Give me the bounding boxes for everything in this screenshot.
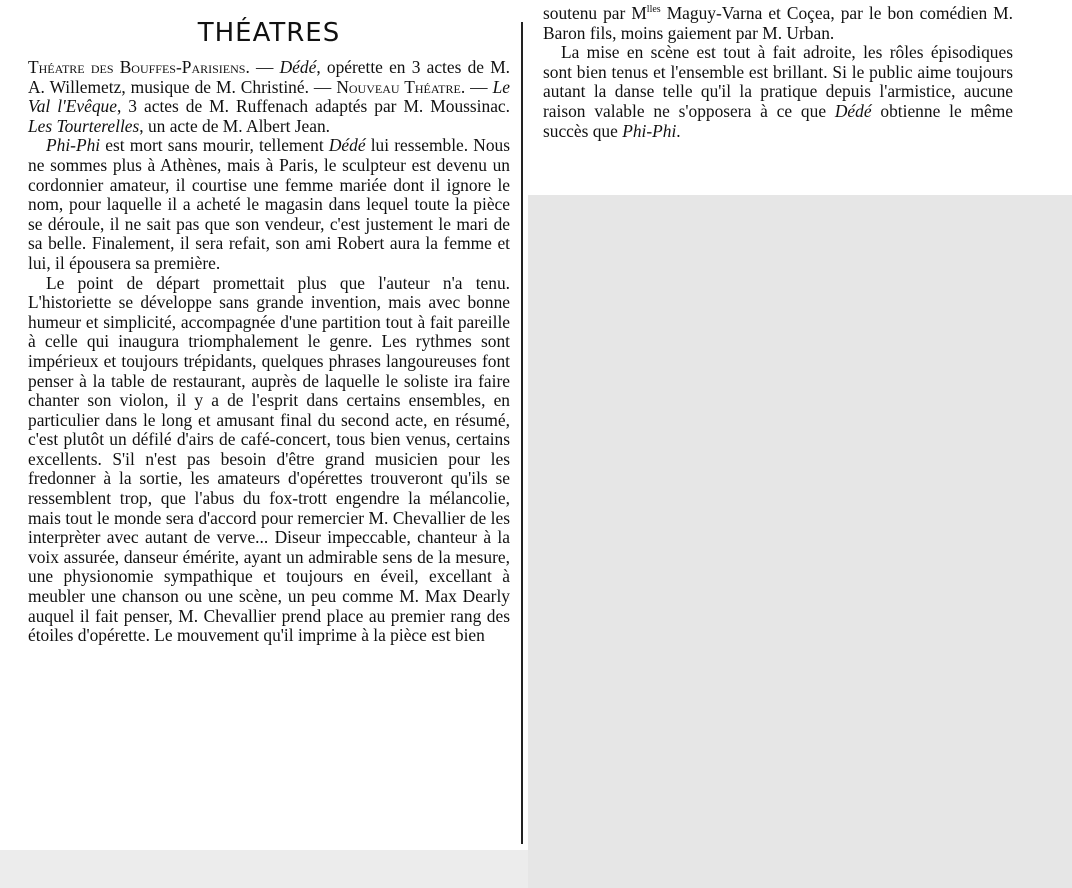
- paragraph: Le point de départ promettait plus que l'auteur n'a tenu. L'historiette se développe sans grande invention, mais avec bonne humeur et simplicité, accompagnée d'une partition tout à fait pareille à celle qui inaugura triomphalement le genre. Les rythmes sont impérieux et toujours trépidants, quelques phrases langoureuses font penser à la table de restaurant, auprès de laquelle le soliste ira faire chanter son violon, il y a de l'esprit dans certains ensembles, en particulier dans le long et amusant final du second acte, en résumé, c'est plutôt un défilé d'airs de café-concert, tous bien venus, certains excellents. S'il n'est pas besoin d'être grand musicien pour les fredonner à la sortie, les amateurs d'opérettes trouveront qu'ils se ressemblent trop, que l'abus du fox-trott engendre la mélancolie, mais tout le monde sera d'accord pour remercier M. Chevallier de les interprèter avec autant de verve... Diseur impeccable, chanteur à la voix assurée, danseur émérite, ayant un admirable sens de la mesure, une physionomie sympathique et toujours en éveil, excellant à meubler une chanson ou une scène, un peu comme M. Max Dearly auquel il fait penser, M. Chevallier prend place au premier rang des étoiles d'opérette. Le mouvement qu'il imprime à la pièce est bien: [28, 272, 510, 646]
- work-title: Dédé: [279, 57, 317, 77]
- review-header: Théatre des Bouffes-Parisiens. — Dédé, opérette en 3 actes de M. A. Willemetz, musique de M. Christiné. — Nouveau Théatre. — Le Val l'Evêque, 3 actes de M. Ruffenach adaptés par M. Moussinac. Les Tourterelles, un acte de M. Albert Jean.: [28, 57, 511, 136]
- paragraph: soutenu par $M^{lles}$ Maguy-Varna et Coçea, par le bon comédien M. Baron fils, moins gaiement par M. Urban.: [543, 3, 1013, 43]
- paragraph: La mise en scène est tout à fait adroite, les rôles épisodiques sont bien tenus et l'ensemble est brillant. Si le public aime toujours autant la danse telle qu'il la pratique depuis l'armistice, aucune raison valable ne s'opposera à ce que Dédé obtienne le même succès que Phi-Phi.: [543, 42, 1013, 141]
- theatre-name: Nouveau Théatre.: [336, 76, 466, 97]
- theatre-name: Théatre des Bouffes-Parisiens.: [28, 57, 250, 77]
- section-title: THÉATRES: [197, 18, 341, 48]
- work-title: Les Tourterelles: [28, 115, 140, 136]
- paragraph: Phi-Phi est mort sans mourir, tellement Dédé lui ressemble. Nous ne sommes plus à Athènes, mais à Paris, le sculpteur est devenu un cordonnier amateur, il courtise une femme mariée dont il ignore le nom, pour laquelle il a acheté le magasin dans lequel toute la pièce se déroule, il ne sait pas que son vendeur, c'est justement le mari de sa belle. Finalement, il sera refait, son ami Robert aura la femme et lui, il épousera sa première.: [28, 135, 510, 273]
- blank-area: [528, 195, 1072, 888]
- column-divider: [521, 22, 523, 844]
- left-column: [28, 12, 510, 646]
- right-column: [543, 4, 1013, 141]
- bottom-margin: [0, 850, 528, 888]
- work-title: Le Val l'Evêque: [28, 76, 510, 117]
